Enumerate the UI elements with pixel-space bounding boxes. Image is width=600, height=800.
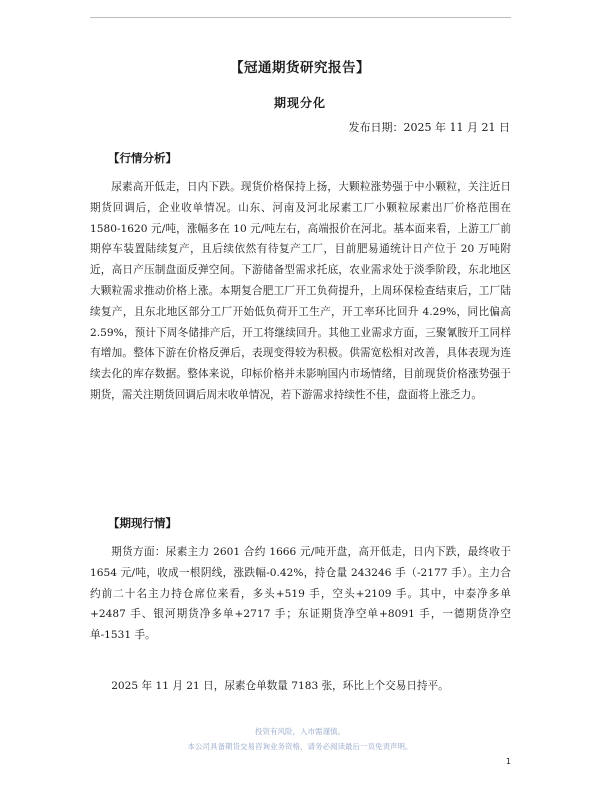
- report-subtitle: 期现分化: [273, 96, 326, 110]
- section-heading-market-analysis: 【行情分析】: [108, 151, 177, 165]
- page-number: 1: [505, 757, 511, 766]
- market-analysis-paragraph: 尿素高开低走，日内下跌。现货价格保持上扬，大颗粒涨势强于中小颗粒，关注近日期货回调后，企业收单情况。山东、河南及河北尿素工厂小颗粒尿素出厂价格范围在 1580-1620 元/吨，涨幅多在 10 元/吨左右，高端报价在河北。基本面来看，上游工厂前期停车装置陆续复产，且后续依然有待复产工厂，目前肥易通统计日产位于 20 万吨附近，高日产压制盘面反弹空间。下游储备型需求托底，农业需求处于淡季阶段，东北地区大颗粒需求推动价格上涨。本期复合肥工厂开工负荷提升，上周环保检查结束后，工厂陆续复产，且东北地区部分工厂开始低负荷开工生产，开工率环比回升 4.29%，同比偏高 2.59%，预计下周冬储排产后，开工将继续回升。其他工业需求方面，三聚氰胺开工同样有增加。整体下游在价格反弹后，表现变得较为积极。供需宽松相对改善，具体表现为连续去化的库存数据。整体来说，印标价格并未影响国内市场情绪，目前现货价格涨势强于期货，需关注期货回调后周末收单情况，若下游需求持续性不佳，盘面将上涨乏力。: [90, 181, 511, 401]
- publish-date: 发布日期：2025 年 11 月 21 日: [348, 121, 510, 134]
- risk-notice: 投资有风险，入市需谨慎。: [255, 727, 345, 736]
- section-heading-futures-spot: 【期现行情】: [108, 516, 177, 530]
- qualification-notice: 本公司具备期货交易咨询业务资格，请务必阅读最后一页免责声明。: [187, 742, 413, 751]
- header-divider: [90, 17, 511, 18]
- report-title: 【冠通期货研究报告】: [230, 60, 370, 76]
- warehouse-receipt-paragraph: 2025 年 11 月 21 日，尿素仓单数量 7183 张，环比上个交易日持平。: [111, 680, 449, 692]
- futures-paragraph: 期货方面：尿素主力 2601 合约 1666 元/吨开盘，高开低走，日内下跌，最终收于 1654 元/吨，收成一根阴线，涨跌幅-0.42%，持仓量 243246 手（-2177 手）。主力合约前二十名主力持仓席位来看，多头+519 手，空头+2109 手。其中，中泰净多单+2487 手、银河期货净多单+2717 手；东证期货净空单+8091 手，一德期货净空单-1531 手。: [90, 546, 511, 642]
